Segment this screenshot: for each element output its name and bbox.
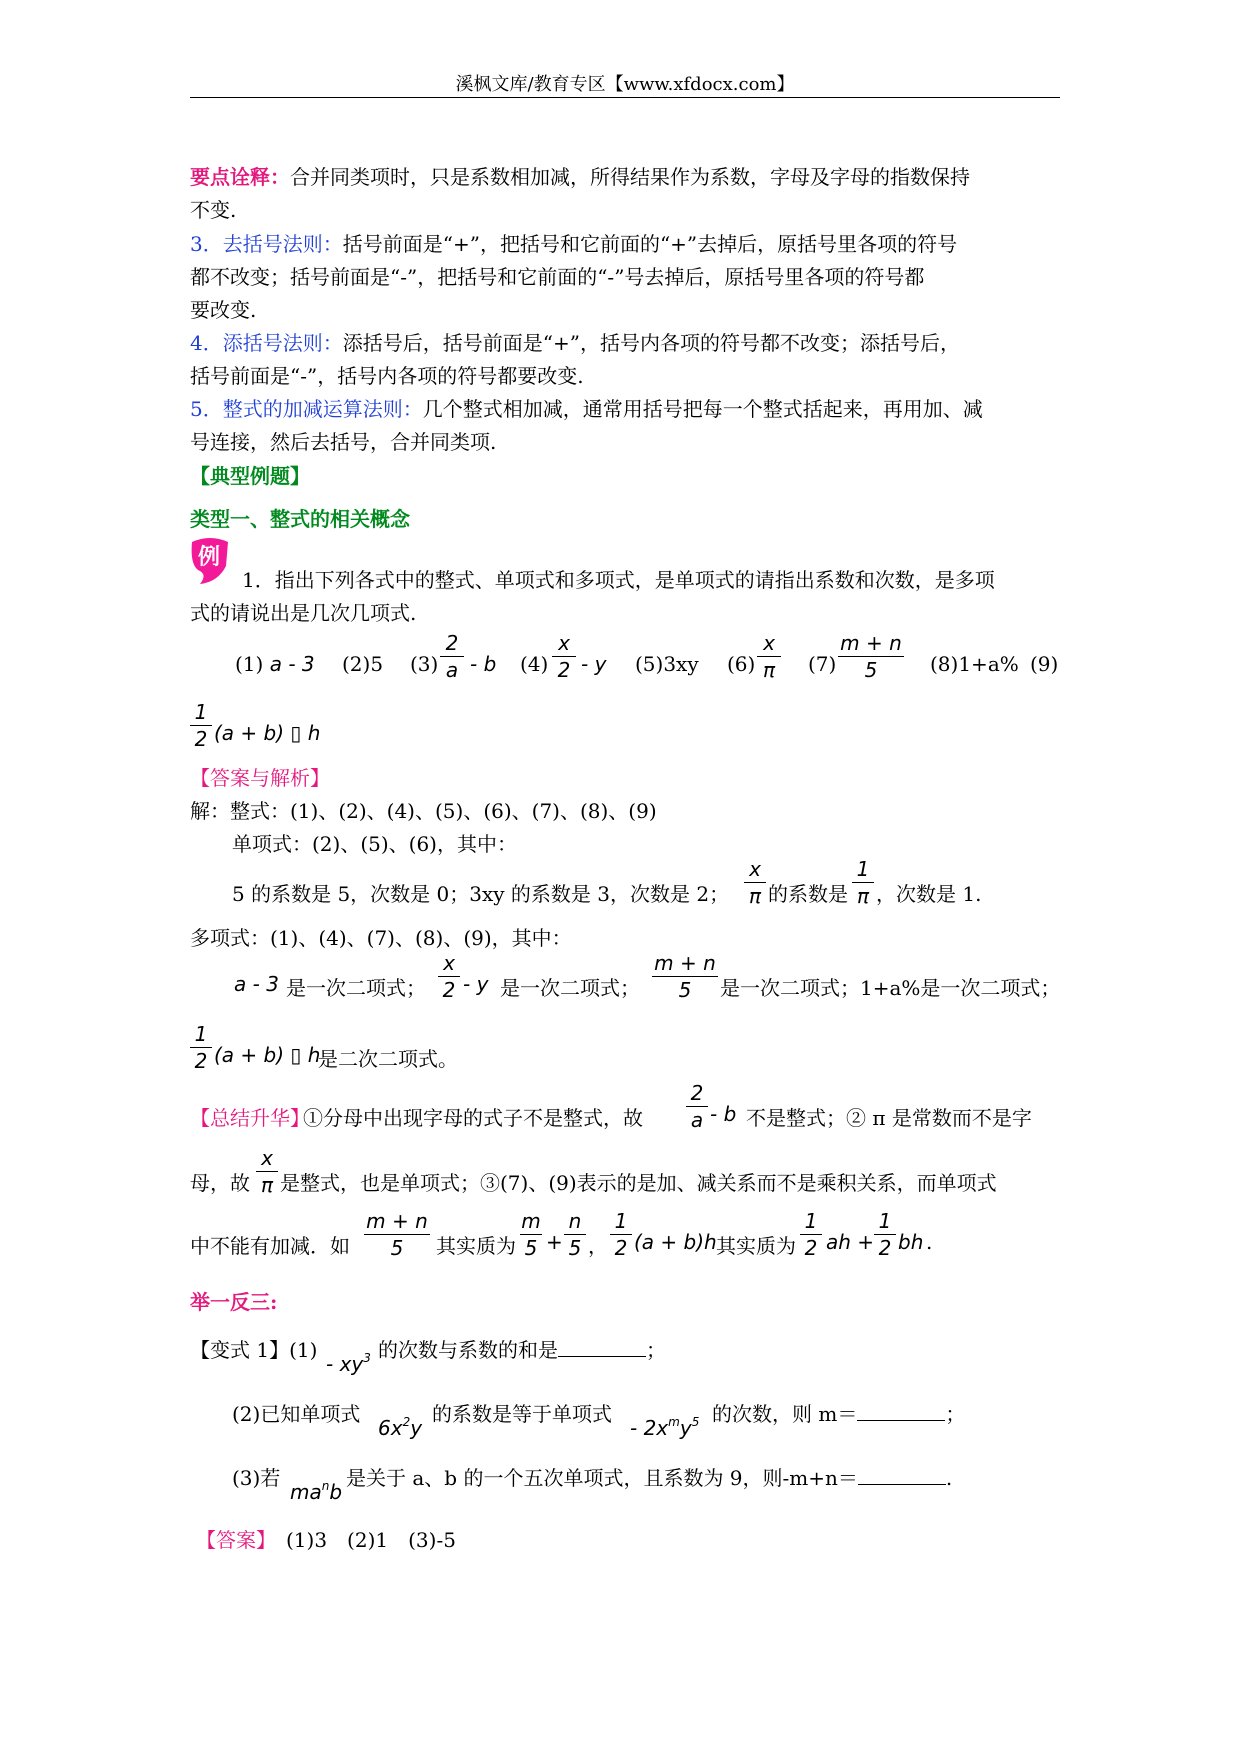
item-4-label: (4) xyxy=(520,652,549,676)
answer-line1: 解：整式：(1)、(2)、(4)、(5)、(6)、(7)、(8)、(9) xyxy=(190,799,657,823)
practice-v1-math: - $xy^3$ xyxy=(326,1351,371,1376)
example-paragraph xyxy=(190,564,1060,630)
page-header: 溪枫文库/教育专区【www.xfdocx.com】 xyxy=(455,74,795,95)
rule4-line2: 括号前面是“-”，括号内各项的符号都要改变. xyxy=(190,364,584,388)
header-rule xyxy=(190,97,1060,98)
item-4-fraction: x 2 xyxy=(552,631,576,682)
note-label: 要点诠释： xyxy=(190,165,290,189)
practice-v2-text1: 的系数是等于单项式 xyxy=(432,1402,612,1426)
example-line2: 式的请说出是几次几项式. xyxy=(190,601,417,625)
rule4-label: 4．添括号法则： xyxy=(190,331,343,355)
item-7-fraction: m + n 5 xyxy=(838,631,904,682)
item-2: (2)5 xyxy=(342,652,384,676)
answer-line6-rest: (a + b) ▯ h xyxy=(214,1043,321,1067)
rule5-paragraph xyxy=(190,393,1060,459)
item-3-fraction: 2 a xyxy=(440,631,464,682)
summary-line1a: ①分母中出现字母的式子不是整式，故 xyxy=(303,1106,643,1130)
practice-v2-text2: 的次数，则 m＝ ； xyxy=(712,1402,966,1426)
summary-label: 【总结升华】 xyxy=(190,1106,310,1130)
practice-v3-text: 是关于 a、b 的一个五次单项式，且系数为 9，则-m+n＝ . xyxy=(346,1466,953,1490)
summary-line3-rest: (a + b)h xyxy=(634,1230,717,1254)
section-title: 【典型例题】 xyxy=(190,464,310,488)
answer-line3a: 5 的系数是 5，次数是 0；3xy 的系数是 3，次数是 2； xyxy=(232,882,730,906)
example-line1: 1．指出下列各式中的整式、单项式和多项式，是单项式的请指出系数和次数，是多项 xyxy=(242,568,995,592)
rule4-paragraph xyxy=(190,327,1060,393)
item-9-rest: (a + b) ▯ h xyxy=(214,721,321,745)
summary-line3-rest2: ah + xyxy=(826,1230,875,1254)
item-9-fraction: 1 2 xyxy=(190,700,212,751)
practice-title: 举一反三: xyxy=(190,1290,278,1314)
summary-line3-rest3: bh xyxy=(898,1230,924,1254)
answer-line5b: 是一次二项式； xyxy=(286,976,426,1000)
example-badge-text: 例 xyxy=(197,545,221,570)
item-3-label: (3) xyxy=(410,652,439,676)
answer-line5a: a - 3 xyxy=(234,972,279,996)
practice-v1-blank[interactable] xyxy=(558,1338,646,1357)
practice-v2-math1: $6x^2y$ xyxy=(378,1415,423,1440)
summary-line3-plus: + xyxy=(546,1230,563,1254)
practice-v3-label: (3)若 xyxy=(232,1466,281,1490)
rule3-line3: 要改变. xyxy=(190,298,257,322)
rule3-line1: 括号前面是“+”，把括号和它前面的“+”去掉后，原括号里各项的符号 xyxy=(342,232,958,256)
type-title: 类型一、整式的相关概念 xyxy=(190,507,410,531)
answer-line5-fraction2: m + n 5 xyxy=(652,951,718,1002)
item-6-fraction: x π xyxy=(757,631,781,682)
answer-line3-fraction2: 1 π xyxy=(852,857,874,908)
answer-line5c: 是一次二项式； xyxy=(500,976,640,1000)
summary-line3f: . xyxy=(926,1230,933,1254)
summary-line3-fraction5: 1 2 xyxy=(800,1209,822,1260)
practice-v1-text: 的次数与系数的和是 ； xyxy=(378,1338,666,1362)
summary-line2a: 母，故 xyxy=(190,1171,250,1195)
item-7-label: (7) xyxy=(808,652,837,676)
summary-line3-fraction6: 1 2 xyxy=(874,1209,896,1260)
note-paragraph xyxy=(190,161,1060,227)
summary-line1-fraction: 2 a xyxy=(686,1081,708,1132)
practice-v2-blank[interactable] xyxy=(857,1402,945,1421)
practice-v1-label: 【变式 1】(1) xyxy=(190,1338,318,1362)
rule4-line1: 添括号后，括号前面是“+”，括号内各项的符号都不改变；添括号后， xyxy=(342,331,960,355)
summary-line3e: 其实质为 xyxy=(716,1234,796,1258)
item-6-label: (6) xyxy=(727,652,756,676)
item-5: (5)3xy xyxy=(635,652,699,676)
final-answer: 【答案】 (1)3 (2)1 (3)-5 xyxy=(196,1528,456,1552)
answer-line5-rest: - y xyxy=(463,972,489,996)
answer-line3b: 的系数是 xyxy=(768,882,848,906)
answer-line3-fraction: x π xyxy=(744,857,766,908)
summary-line3-fraction3: n 5 xyxy=(564,1209,586,1260)
practice-v2-math2: - $2x^my^5$ xyxy=(630,1415,700,1440)
practice-v3-math: $ma^nb$ xyxy=(290,1479,343,1504)
summary-line3-fraction4: 1 2 xyxy=(610,1209,632,1260)
summary-line3-fraction: m + n 5 xyxy=(364,1209,430,1260)
item-1: (1) a - 3 xyxy=(235,652,315,676)
summary-line2-fraction: x π xyxy=(256,1146,278,1197)
rule5-line2: 号连接，然后去括号，合并同类项. xyxy=(190,430,497,454)
practice-v3-blank[interactable] xyxy=(858,1466,946,1485)
answer-label: 【答案与解析】 xyxy=(190,766,330,790)
rule3-paragraph xyxy=(190,228,1060,327)
rule3-line2: 都不改变；括号前面是“-”，把括号和它前面的“-”号去掉后，原括号里各项的符号都 xyxy=(190,265,925,289)
summary-line3b: 其实质为 xyxy=(436,1234,516,1258)
answer-line5-fraction: x 2 xyxy=(438,951,460,1002)
summary-line3c: ， xyxy=(588,1234,608,1258)
item-8: (8)1+a% xyxy=(930,652,1019,676)
item-4-rest: - y xyxy=(581,652,607,676)
answer-line6-fraction: 1 2 xyxy=(190,1022,212,1073)
summary-line3-fraction2: m 5 xyxy=(521,1209,541,1260)
answer-line5e: 是一次二项式；1+a%是一次二项式； xyxy=(720,976,1061,1000)
answer-line3c: ，次数是 1. xyxy=(876,882,982,906)
note-line2: 不变. xyxy=(190,198,237,222)
summary-line1b: 不是整式；② π 是常数而不是字 xyxy=(746,1106,1032,1130)
rule5-line1: 几个整式相加减，通常用括号把每一个整式括起来，再用加、减 xyxy=(422,397,983,421)
summary-line2b: 是整式，也是单项式；③(7)、(9)表示的是加、减关系而不是乘积关系，而单项式 xyxy=(280,1171,997,1195)
summary-line1-rest: - b xyxy=(710,1102,737,1126)
summary-line3a: 中不能有加减．如 xyxy=(190,1234,350,1258)
answer-line6b: 是二次二项式。 xyxy=(318,1047,458,1071)
answer-line4: 多项式：(1)、(4)、(7)、(8)、(9)，其中： xyxy=(190,926,572,950)
answer-line2: 单项式：(2)、(5)、(6)，其中： xyxy=(232,832,517,856)
practice-v2-label: (2)已知单项式 xyxy=(232,1402,361,1426)
note-line1: 合并同类项时，只是系数相加减，所得结果作为系数，字母及字母的指数保持 xyxy=(290,165,970,189)
rule3-label: 3．去括号法则： xyxy=(190,232,343,256)
rule5-label: 5．整式的加减运算法则： xyxy=(190,397,423,421)
item-9-label: (9) xyxy=(1030,652,1059,676)
item-3-rest: - b xyxy=(470,652,497,676)
